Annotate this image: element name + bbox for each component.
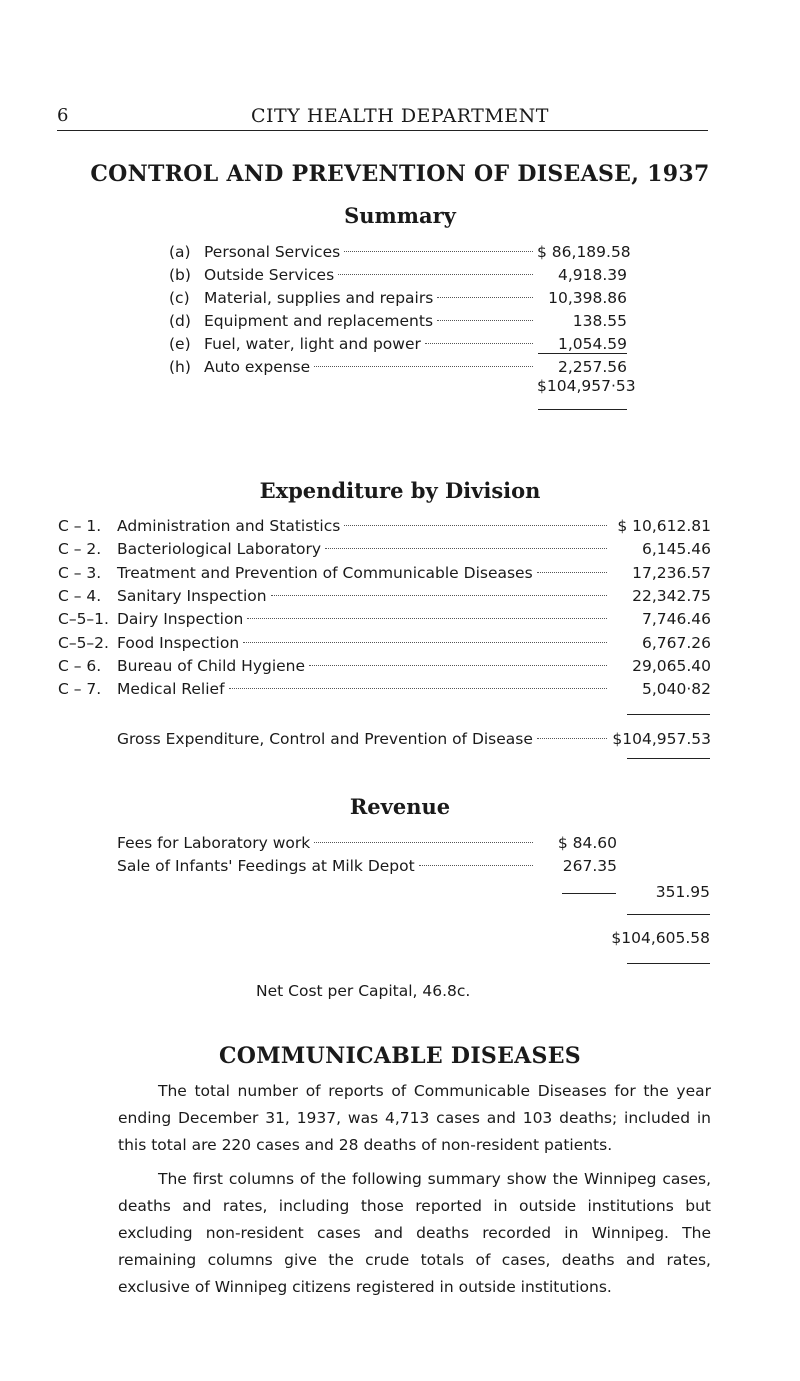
revenue-row xyxy=(117,854,617,878)
expenditure-row-amount: 17,236.57 xyxy=(632,563,711,582)
expenditure-row-label: Medical Relief xyxy=(117,680,225,699)
dot-leader xyxy=(271,595,607,596)
summary-row-label: Equipment and replacements xyxy=(204,312,434,330)
revenue-row-amount: $ 84.60 xyxy=(557,834,617,852)
dot-leader xyxy=(437,297,533,298)
summary-row-label: Outside Services xyxy=(204,266,335,284)
expenditure-row-code: C – 2. xyxy=(58,540,102,559)
summary-row-code: (a) xyxy=(169,243,191,261)
page-title: CONTROL AND PREVENTION OF DISEASE, 1937 xyxy=(90,161,710,187)
expenditure-row-code: C – 6. xyxy=(58,656,102,675)
expenditure-row xyxy=(58,631,711,655)
summary-row-code: (h) xyxy=(169,358,191,376)
summary-row-label: Auto expense xyxy=(204,358,311,376)
dot-leader xyxy=(344,525,607,526)
expenditure-row-code: C–5–1. xyxy=(58,610,109,629)
summary-row-amount: $ 86,189.58 xyxy=(537,243,631,261)
expenditure-row-code: C – 7. xyxy=(58,680,102,699)
expenditure-row-amount: 6,767.26 xyxy=(641,633,711,652)
header-rule xyxy=(57,130,708,131)
dot-leader xyxy=(309,665,607,666)
expenditure-rule-bottom xyxy=(627,758,710,759)
revenue-row-amount: 267.35 xyxy=(562,857,617,875)
expenditure-heading: Expenditure by Division xyxy=(259,478,541,503)
revenue-row xyxy=(117,831,617,855)
expenditure-row-code: C–5–2. xyxy=(58,633,109,652)
expenditure-row xyxy=(58,677,711,701)
dot-leader xyxy=(243,642,607,643)
summary-total: $104,957·53 xyxy=(537,377,636,395)
revenue-row-label: Fees for Laboratory work xyxy=(117,834,311,852)
expenditure-row-amount: 6,145.46 xyxy=(641,540,711,559)
summary-row-code: (c) xyxy=(169,289,190,307)
page-number: 6 xyxy=(57,105,69,126)
summary-row-label: Material, supplies and repairs xyxy=(204,289,434,307)
revenue-rule-bottom xyxy=(627,963,710,964)
dot-leader xyxy=(229,688,607,689)
expenditure-row-amount: 5,040·82 xyxy=(641,680,711,699)
gross-expenditure-label: Gross Expenditure, Control and Prevention of Disease xyxy=(117,730,533,748)
summary-rule-bottom xyxy=(538,409,627,410)
dot-leader xyxy=(247,618,607,619)
dot-leader xyxy=(419,865,533,866)
summary-row-amount: 1,054.59 xyxy=(557,335,627,353)
communicable-heading: COMMUNICABLE DISEASES xyxy=(219,1043,581,1069)
expenditure-row xyxy=(58,514,711,538)
expenditure-row-amount: 29,065.40 xyxy=(632,656,711,675)
communicable-paragraph-2: The first columns of the following summary show the Winnipeg cases, deaths and rates, including those reported in outside institutions but excluding non-resident cases and deaths recorded in Winnipeg. The remaining columns give the crude totals of cases, deaths and rates, exclusive of Winnipeg citizens registered in outside institutions. xyxy=(118,1170,711,1296)
expenditure-row xyxy=(58,654,711,678)
net-cost-total: $104,605.58 xyxy=(611,929,710,947)
per-capita-note: Net Cost per Capital, 46.8c. xyxy=(256,982,471,1000)
expenditure-row-code: C – 3. xyxy=(58,563,102,582)
expenditure-row xyxy=(58,584,711,608)
expenditure-row-label: Bacteriological Laboratory xyxy=(117,540,322,559)
revenue-rule-top xyxy=(627,914,710,915)
summary-row xyxy=(169,309,627,333)
expenditure-rule-top xyxy=(627,714,710,715)
revenue-subtotal: 351.95 xyxy=(655,883,710,901)
summary-row xyxy=(169,355,627,379)
expenditure-row-code: C – 4. xyxy=(58,586,102,605)
gross-expenditure-amount: $104,957.53 xyxy=(612,730,711,748)
summary-row-amount: 138.55 xyxy=(572,312,627,330)
summary-row xyxy=(169,263,627,287)
expenditure-row-label: Treatment and Prevention of Communicable Diseases xyxy=(117,563,533,582)
expenditure-row xyxy=(58,607,711,631)
dot-leader xyxy=(325,548,607,549)
dot-leader xyxy=(338,274,533,275)
summary-heading: Summary xyxy=(344,203,456,228)
summary-rule-top xyxy=(538,353,627,354)
running-head: CITY HEALTH DEPARTMENT xyxy=(251,105,549,127)
dot-leader xyxy=(437,320,533,321)
revenue-subtotal-dash xyxy=(562,893,616,894)
summary-row-code: (e) xyxy=(169,335,191,353)
dot-leader xyxy=(425,343,533,344)
dot-leader xyxy=(537,572,607,573)
revenue-row-label: Sale of Infants' Feedings at Milk Depot xyxy=(117,857,415,875)
expenditure-row xyxy=(58,537,711,561)
summary-row-code: (d) xyxy=(169,312,191,330)
summary-row-label: Fuel, water, light and power xyxy=(204,335,421,353)
dot-leader xyxy=(344,251,533,252)
expenditure-row xyxy=(58,561,711,585)
expenditure-row-label: Food Inspection xyxy=(117,633,240,652)
revenue-heading: Revenue xyxy=(349,794,451,819)
summary-row-code: (b) xyxy=(169,266,191,284)
communicable-paragraph-1: The total number of reports of Communicable Diseases for the year ending December 31, 1937, was 4,713 cases and 103 deaths; included in this total are 220 cases and 28 deaths of non-resident patients. xyxy=(118,1082,711,1154)
expenditure-row-amount: 7,746.46 xyxy=(641,610,711,629)
summary-row-amount: 2,257.56 xyxy=(557,358,627,376)
expenditure-row-label: Sanitary Inspection xyxy=(117,586,267,605)
expenditure-row-label: Bureau of Child Hygiene xyxy=(117,656,306,675)
expenditure-row-amount: $ 10,612.81 xyxy=(617,517,711,535)
dot-leader xyxy=(314,366,533,367)
summary-row xyxy=(169,240,631,264)
expenditure-row-amount: 22,342.75 xyxy=(632,586,711,605)
summary-row xyxy=(169,286,627,310)
gross-expenditure-row xyxy=(117,727,711,751)
dot-leader xyxy=(314,842,533,843)
expenditure-row-label: Dairy Inspection xyxy=(117,610,244,629)
summary-row-amount: 4,918.39 xyxy=(557,266,627,284)
summary-row-label: Personal Services xyxy=(204,243,341,261)
expenditure-row-label: Administration and Statistics xyxy=(117,517,341,535)
summary-row-amount: 10,398.86 xyxy=(548,289,627,307)
expenditure-row-code: C – 1. xyxy=(58,517,102,535)
